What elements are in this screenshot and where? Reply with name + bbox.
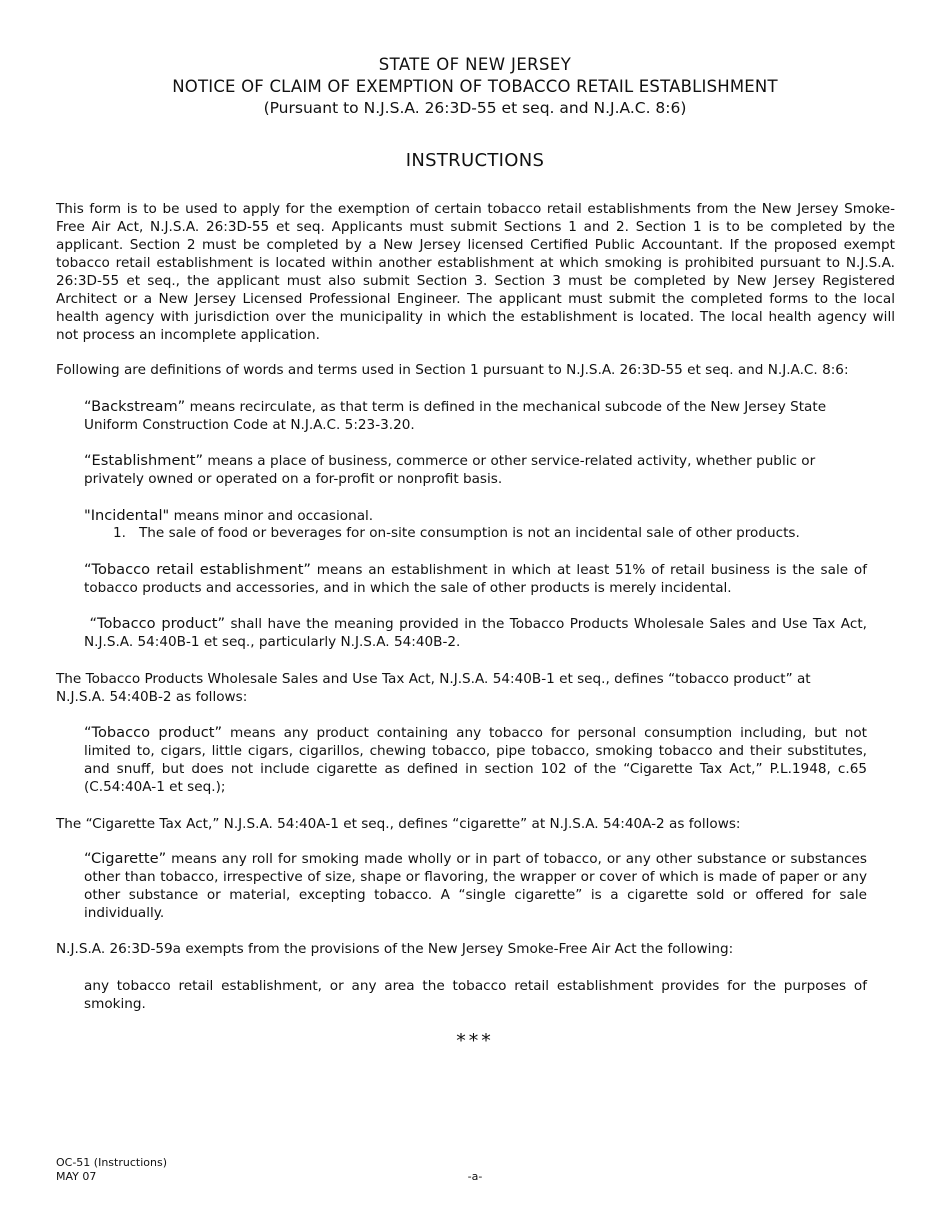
definition-text: means minor and occasional. bbox=[169, 508, 374, 524]
definition-text: means an establishment in which at least 51% of retail business is the sale of tobacco products and accessories, and in which the sale of other products is merely incidental. bbox=[84, 562, 867, 596]
term-tobacco-product: “Tobacco product” bbox=[84, 724, 223, 741]
exemption-text: any tobacco retail establishment, or any area the tobacco retail establishment provides for the purposes of smoking. bbox=[84, 978, 867, 1012]
definition-establishment bbox=[84, 452, 867, 488]
definition-backstream bbox=[84, 398, 867, 434]
definition-tobacco-product bbox=[84, 615, 867, 651]
definition-text: means any product containing any tobacco for personal consumption including, but not limited to, cigars, little cigars, cigarillos, chewing tobacco, pipe tobacco, smoking tobacco and their substitutes, and snuff, but does not include cigarette as defined in section 102 of the “Cigarette Tax Act,” P.L.1948, c.65 (C.54:40A-1 et seq.); bbox=[84, 725, 868, 795]
definition-text: means recirculate, as that term is defined in the mechanical subcode of the New Jersey State Uniform Construction Code at N.J.A.C. 5:23-3.20. bbox=[84, 399, 827, 433]
term-tobacco-product: “Tobacco product” bbox=[89, 615, 226, 632]
form-id: OC-51 (Instructions) bbox=[56, 1156, 167, 1169]
definition-cigarette bbox=[84, 850, 867, 922]
statute-reference: (Pursuant to N.J.S.A. 26:3D-55 et seq. and N.J.A.C. 8:6) bbox=[263, 99, 687, 117]
definition-text: shall have the meaning provided in the Tobacco Products Wholesale Sales and Use Tax Act, N.J.S.A. 54:40B-1 et seq., particularly N.J.S.A. 54:40B-2. bbox=[84, 616, 867, 650]
page-number: -a- bbox=[467, 1170, 483, 1183]
state-heading: STATE OF NEW JERSEY bbox=[378, 55, 572, 74]
list-item-text: The sale of food or beverages for on-site consumption is not an incidental sale of other products. bbox=[139, 525, 800, 541]
term-tobacco-retail-establishment: “Tobacco retail establishment” bbox=[84, 561, 311, 578]
exemption-intro: N.J.S.A. 26:3D-59a exempts from the provisions of the New Jersey Smoke-Free Air Act the following: bbox=[56, 941, 734, 957]
incidental-list-item bbox=[113, 524, 873, 542]
term-establishment: “Establishment” bbox=[84, 452, 204, 469]
definitions-intro: Following are definitions of words and terms used in Section 1 pursuant to N.J.S.A. 26:3D-55 et seq. and N.J.A.C. 8:6: bbox=[56, 362, 849, 378]
intro-paragraph: This form is to be used to apply for the exemption of certain tobacco retail establishments from the New Jersey Smoke-Free Air Act, N.J.S.A. 26:3D-55 et seq. Applicants must submit Sections 1 and 2. Section 1 is to be completed by the applicant. Section 2 must be completed by a New Jersey licensed Certified Public Accountant. If the proposed exempt tobacco retail establishment is located within another establishment at which smoking is prohibited pursuant to N.J.S.A. 26:3D-55 et seq., the applicant must also submit Section 3. Section 3 must be completed by New Jersey Registered Architect or a New Jersey Licensed Professional Engineer. The applicant must submit the completed forms to the local health agency with jurisdiction over the municipality in which the establishment is located. The local health agency will not process an incomplete application. bbox=[56, 201, 895, 343]
definition-tobacco-retail-establishment bbox=[84, 561, 867, 597]
list-number: 1. bbox=[113, 525, 126, 541]
definition-tobacco-product-act bbox=[84, 724, 867, 796]
cigarette-act-intro: The “Cigarette Tax Act,” N.J.S.A. 54:40A-1 et seq., defines “cigarette” at N.J.S.A. 54:40A-2 as follows: bbox=[56, 816, 741, 832]
form-date: MAY 07 bbox=[56, 1170, 97, 1183]
term-backstream: “Backstream” bbox=[84, 398, 186, 415]
definition-text: means any roll for smoking made wholly or in part of tobacco, or any other substance or substances other than tobacco, irrespective of size, shape or flavoring, the wrapper or cover of which is made of paper or any other substance or material, excepting tobacco. A “single cigarette” is a cigarette sold or offered for sale individually. bbox=[84, 851, 867, 921]
form-title: NOTICE OF CLAIM OF EXEMPTION OF TOBACCO RETAIL ESTABLISHMENT bbox=[172, 77, 778, 96]
term-cigarette: “Cigarette” bbox=[84, 850, 167, 867]
definition-incidental bbox=[84, 507, 867, 525]
instructions-heading: INSTRUCTIONS bbox=[405, 150, 545, 171]
section-end-stars: *** bbox=[456, 1030, 494, 1052]
definition-text: means a place of business, commerce or other service-related activity, whether public or privately owned or operated on a for-profit or nonprofit basis. bbox=[84, 453, 816, 487]
tobacco-products-act-intro: The Tobacco Products Wholesale Sales and Use Tax Act, N.J.S.A. 54:40B-1 et seq., defines “tobacco product” at N.J.S.A. 54:40B-2 as follows: bbox=[56, 671, 811, 705]
term-incidental: "Incidental" bbox=[84, 507, 170, 524]
